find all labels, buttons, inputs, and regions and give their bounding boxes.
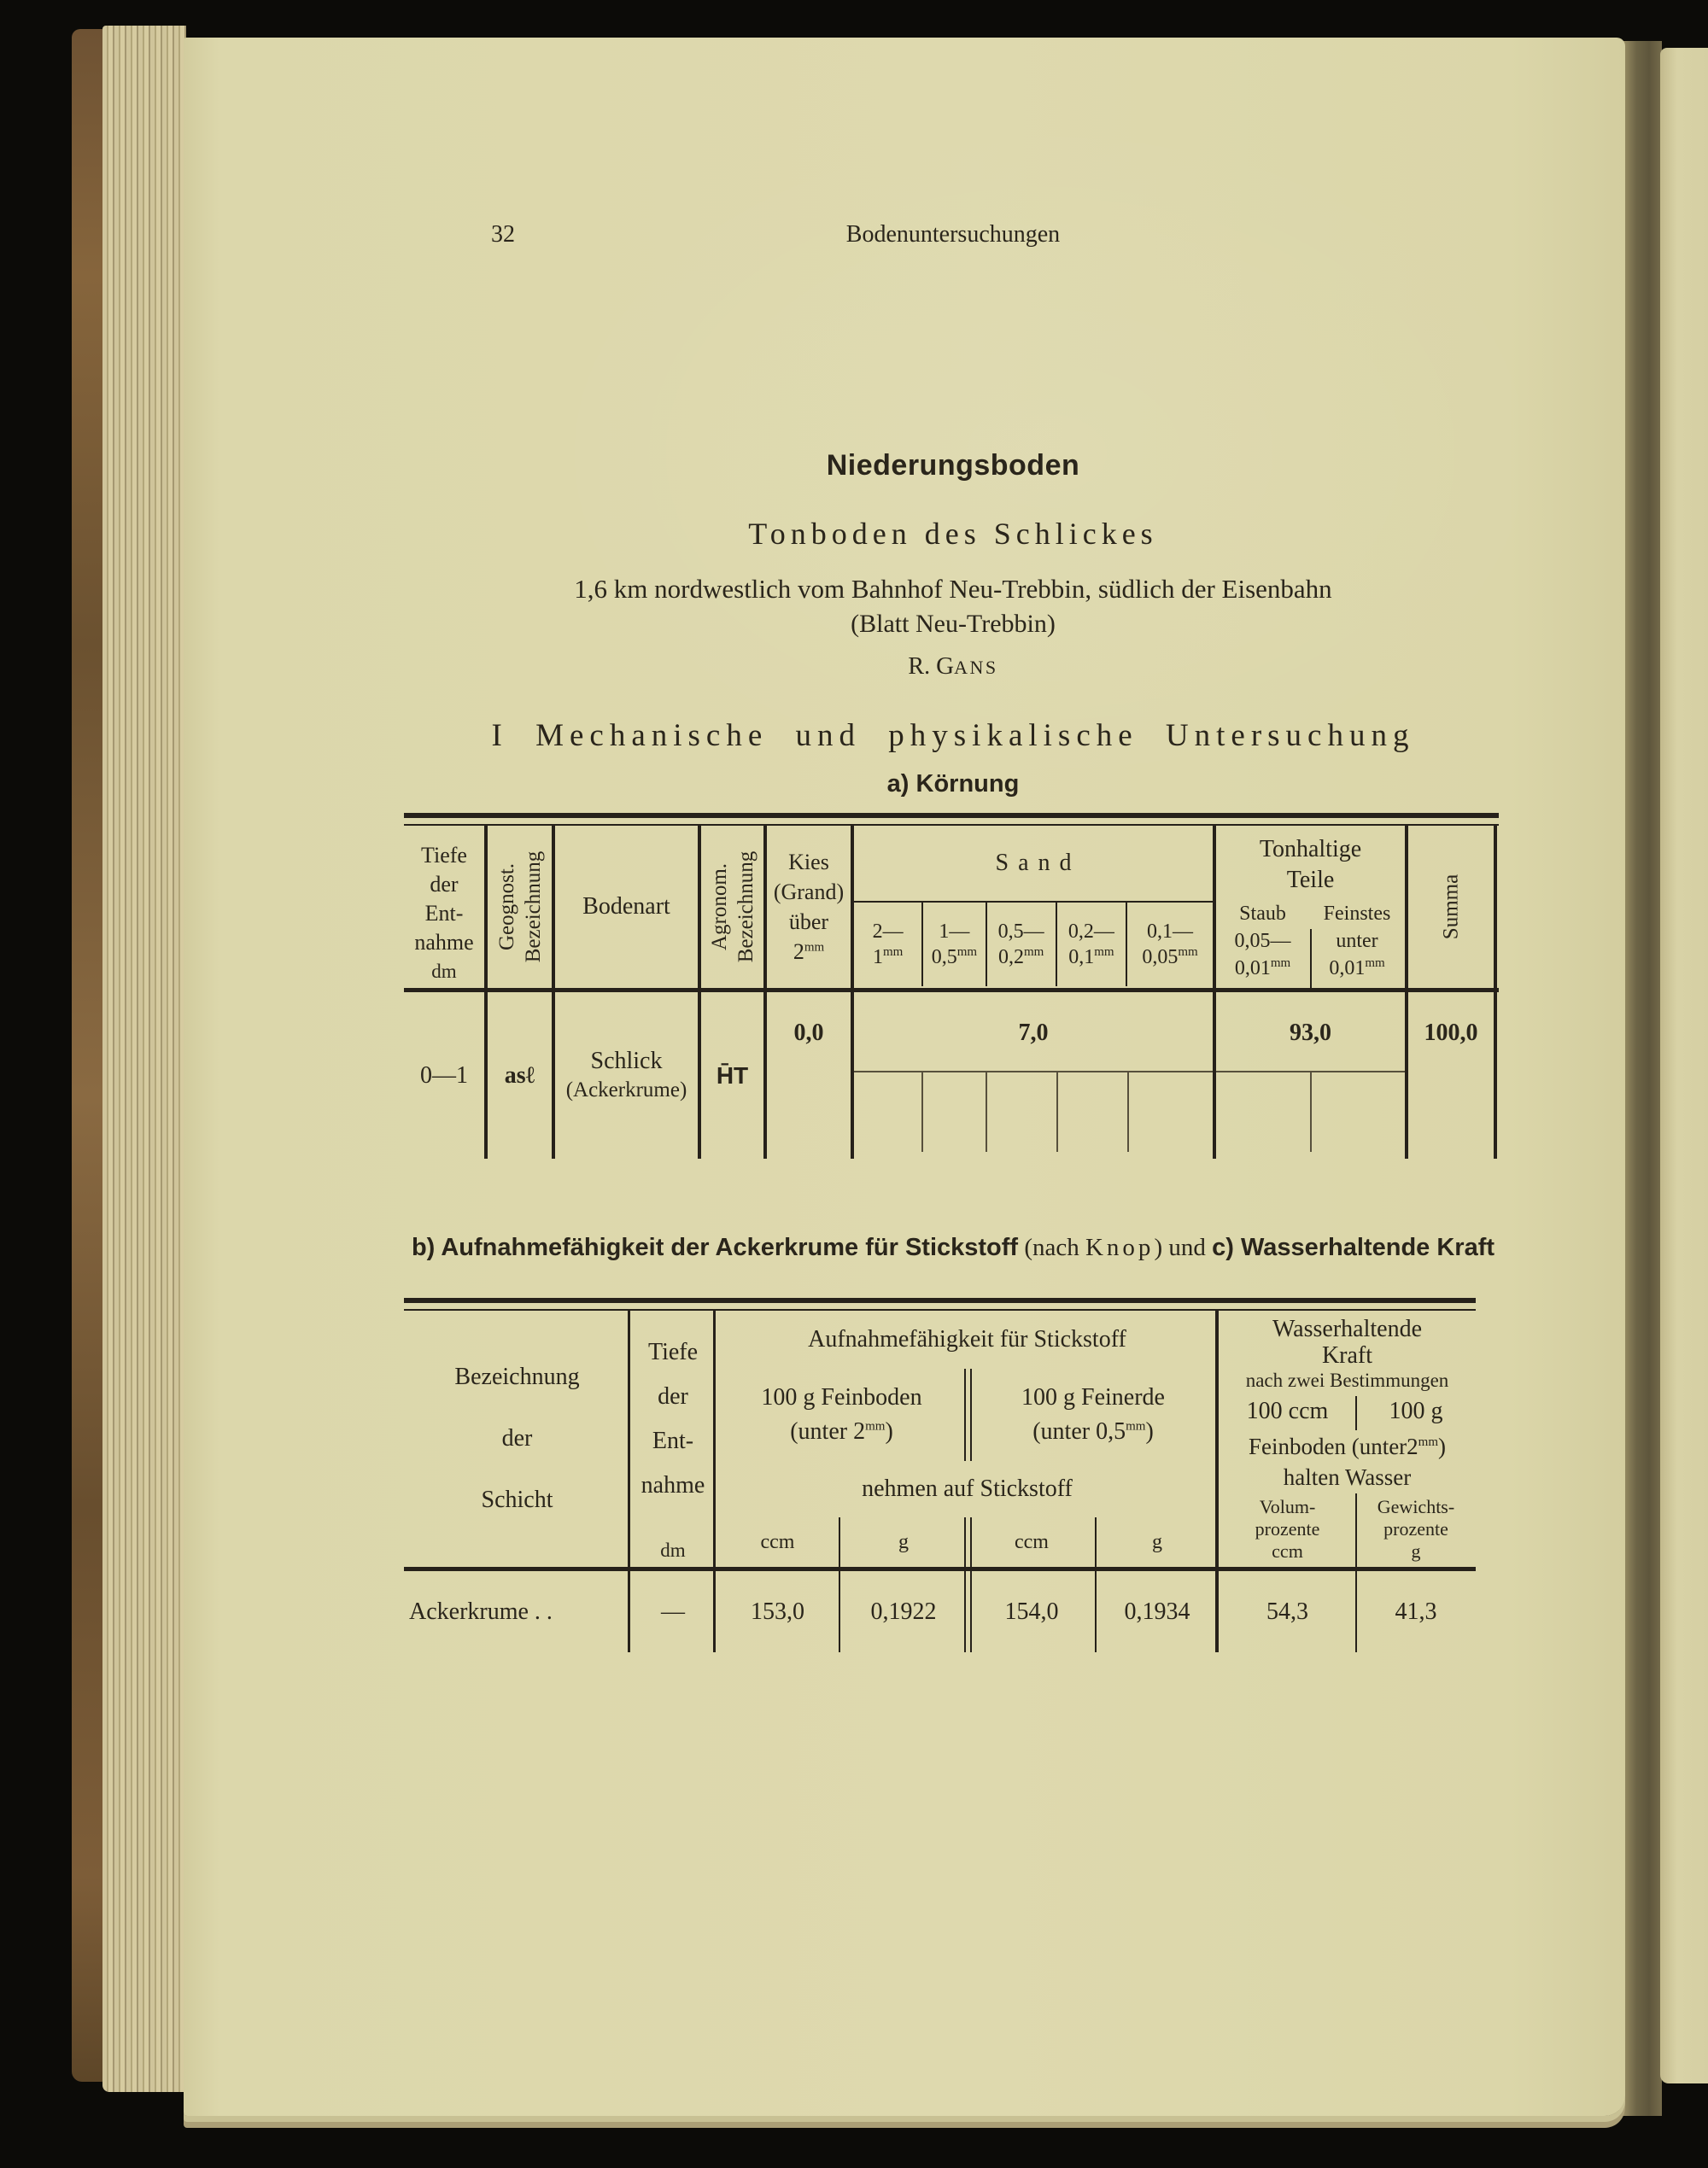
divider (713, 1311, 716, 1567)
map-sheet-line: (Blatt Neu-Trebbin) (851, 610, 1056, 638)
cell-summa-value: 100,0 (1408, 992, 1497, 1159)
cell-agronom: H̄T (701, 992, 767, 1159)
table-a-caption: a) Körnung (886, 770, 1020, 798)
sand-col-header: 0,2— $0,1^{mm}$ (1056, 903, 1126, 986)
author-smallcaps: ANS (954, 657, 998, 678)
table-bc-stickstoff-wasser (404, 1298, 1476, 1652)
unit-g: g (1152, 1530, 1162, 1553)
divider (839, 1571, 840, 1652)
book-spine (72, 29, 104, 2082)
divider (1355, 1571, 1357, 1652)
facing-page-edge (1660, 48, 1708, 2083)
sand-col-header: 2— $1^{mm}$ (872, 920, 904, 968)
wasser-amounts: 100 ccm 100 g (1246, 1398, 1443, 1424)
gewichtsprozente-header: Gewichts- prozente g (1377, 1496, 1455, 1562)
cell-volumprozente: 54,3 (1266, 1598, 1308, 1625)
cell-feinerde-ccm: 154,0 (1004, 1598, 1059, 1625)
cell-tiefe: 0—1 (404, 992, 488, 1159)
divider-double (970, 1571, 972, 1652)
sand-col-header: 0,1— $0,05^{mm}$ (1126, 903, 1213, 986)
cell-kies-value: 0,0 (767, 992, 854, 1159)
running-head: Bodenuntersuchungen (845, 221, 1061, 248)
page-edges (102, 26, 186, 2092)
divider (1355, 1396, 1357, 1430)
cell-gewichtsprozente: 41,3 (1395, 1598, 1437, 1625)
col-bezeichnung-header: Bezeichnung der Schicht (454, 1364, 580, 1513)
feinboden-header: 100 g Feinboden (unter $2^{mm}$) (761, 1384, 922, 1445)
divider-double (970, 1517, 972, 1567)
title-niederungsboden: Niederungsboden (826, 449, 1080, 482)
volumprozente-header: Volum- prozente ccm (1255, 1496, 1320, 1562)
divider-double (970, 1369, 972, 1461)
divider (1215, 1311, 1219, 1567)
running-head-row (404, 221, 1502, 248)
table-bc-header (404, 1311, 1476, 1567)
col-kies-header: Kies (Grand) über $2^{mm}$ (767, 826, 854, 988)
caption-b: b) Aufnahmefähigkeit der Ackerkrume für Stickstoff (411, 1234, 1019, 1261)
divider-double (964, 1571, 966, 1652)
underline (854, 1071, 1213, 1072)
nehmen-label: nehmen auf Stickstoff (862, 1476, 1073, 1502)
unit-ccm: ccm (1015, 1530, 1049, 1553)
divider (713, 1571, 716, 1652)
author-line (404, 652, 1502, 681)
sand-col-header: 1— $0,5^{mm}$ (921, 903, 985, 986)
divider (1355, 1493, 1357, 1567)
divider (628, 1311, 630, 1567)
tonhaltige-subcolumns (1216, 898, 1405, 988)
sand-subcolumns (854, 903, 1213, 986)
cell-tiefe: — (661, 1598, 685, 1625)
col-group-tonhaltige-header (1216, 826, 1408, 988)
tick (986, 1072, 987, 1152)
col-tiefe-header: Tiefe der Ent- nahme dm (404, 826, 488, 988)
table-a-header (404, 826, 1499, 988)
author-cap: G (936, 652, 955, 680)
cell-tonhaltige-value: 93,0 (1216, 992, 1408, 1159)
table-bc-caption (404, 1234, 1502, 1262)
stickstoff-title: Aufnahmefähigkeit für Stickstoff (808, 1326, 1126, 1353)
cell-sand-value: 7,0 (854, 992, 1216, 1159)
subtitle-tonboden: Tonboden des Schlickes (748, 517, 1158, 551)
divider-double (964, 1369, 966, 1461)
tick (1127, 1072, 1129, 1152)
cell-bezeichnung: Ackerkrume . . (409, 1598, 553, 1625)
table-bc-row (404, 1571, 1476, 1652)
unit-dm: dm (431, 961, 457, 982)
feinstes-col-header: Feinstes unter $0,01^{mm}$ (1323, 903, 1391, 979)
tonhaltige-group-label: Tonhaltige Teile (1259, 836, 1362, 893)
col-group-stickstoff-header (716, 1311, 1219, 1567)
divider (628, 1571, 630, 1652)
cell-bodenart: Schlick (Ackerkrume) (555, 992, 701, 1159)
unit-g: g (898, 1530, 909, 1553)
divider (1310, 929, 1312, 988)
divider-double (964, 1517, 966, 1567)
caption-und: und (1168, 1234, 1206, 1261)
unit-ccm: ccm (760, 1530, 795, 1553)
feinerde-header: 100 g Feinerde (unter $0,5^{mm}$) (1021, 1384, 1165, 1445)
cell-geognost: asℓ (488, 992, 555, 1159)
col-summa-header (1408, 826, 1497, 988)
divider (1215, 1571, 1219, 1652)
col-tiefe-header: Tiefe der Ent- nahme dm (630, 1311, 716, 1567)
divider (839, 1517, 840, 1567)
vertical-label: Agronom. Bezeichnung (707, 850, 757, 963)
col-geognost-header (488, 826, 555, 988)
cell-feinboden-ccm: 153,0 (751, 1598, 804, 1625)
page-number: 32 (491, 221, 515, 248)
staub-col-header: Staub 0,05— $0,01^{mm}$ (1234, 903, 1291, 979)
caption-c: c) Wasserhaltende Kraft (1212, 1234, 1495, 1261)
col-group-sand-header (854, 826, 1216, 988)
gutter-shadow (1619, 41, 1662, 2116)
location-line: 1,6 km nordwestlich vom Bahnhof Neu-Trebbin, südlich der Eisenbahn (574, 574, 1332, 604)
caption-knop: (nach Knop) (1024, 1234, 1163, 1261)
sand-col-header: 0,5— $0,2^{mm}$ (986, 903, 1056, 986)
tick (1310, 1072, 1312, 1152)
vertical-label: Geognost. Bezeichnung (494, 850, 545, 963)
stickstoff-units (716, 1517, 1219, 1567)
vertical-label: Summa (1439, 874, 1463, 940)
col-agronom-header (701, 826, 767, 988)
divider (1095, 1517, 1097, 1567)
rule-heavy (404, 813, 1499, 818)
wasser-units (1219, 1492, 1476, 1567)
tick (921, 1072, 923, 1152)
page (184, 38, 1625, 2116)
cell-feinerde-g: 0,1934 (1124, 1598, 1190, 1625)
sand-group-label: Sand (854, 826, 1213, 903)
rule-heavy (404, 1298, 1476, 1303)
tick (1056, 1072, 1058, 1152)
cell-feinboden-g: 0,1922 (870, 1598, 937, 1625)
section-heading: I Mechanische und physikalische Untersuchung (491, 718, 1415, 753)
divider (1095, 1571, 1097, 1652)
col-bodenart-header: Bodenart (555, 826, 701, 988)
table-a-koernung (404, 813, 1499, 1159)
unit-dm: dm (660, 1540, 686, 1561)
table-a-row (404, 992, 1499, 1159)
col-group-wasser-header: Wasserhaltende Kraft nach zwei Bestimmungen 100 ccm 100 g Feinboden $(unter2^{mm})$ halten Wasser Volum- prozente ccm Gewichts- prozente g (1219, 1311, 1476, 1567)
author-initial: R. (908, 653, 937, 680)
stickstoff-groups (716, 1369, 1219, 1461)
